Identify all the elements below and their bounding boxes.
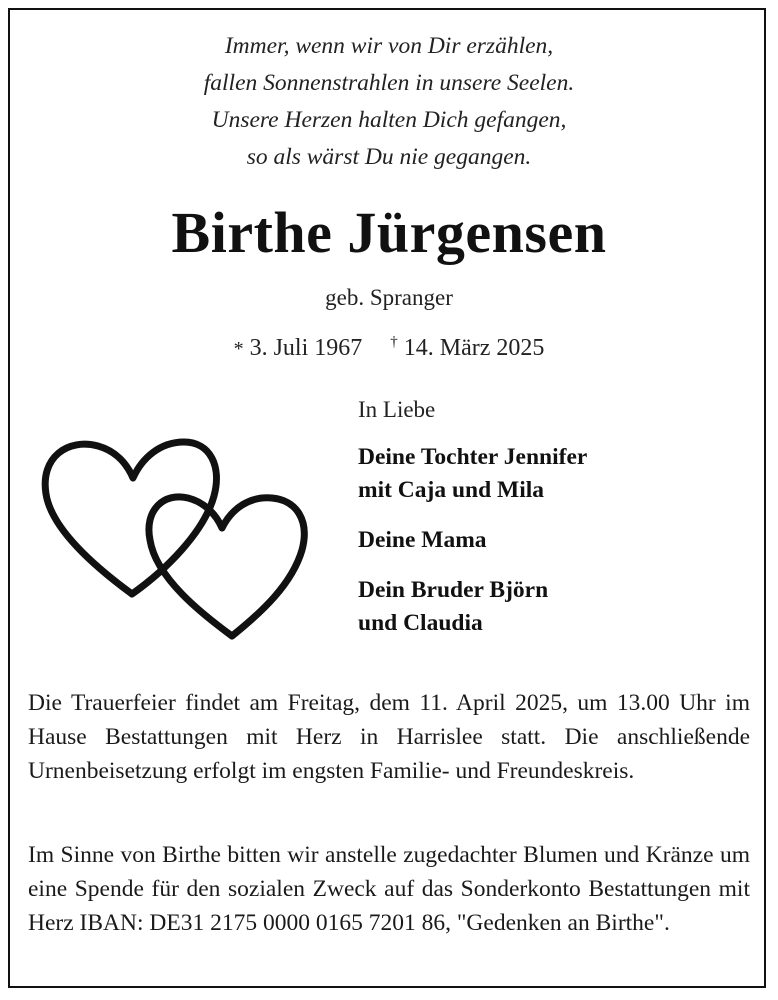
poem-line: so als wärst Du nie gegangen.	[246, 144, 532, 170]
funeral-info-paragraph: Die Trauerfeier findet am Freitag, dem 11. April 2025, um 13.00 Uhr im Hause Bestattungen mit Herz in Harrislee statt. Die anschließende Urnenbeisetzung erfolgt im engsten Familie- und Freundeskreis.	[28, 690, 750, 784]
death-date: 14. März 2025	[403, 335, 545, 361]
birth-symbol: *	[233, 338, 244, 360]
family-member-line: Dein Bruder Björn	[358, 577, 549, 603]
family-member	[358, 441, 748, 507]
family-member-line: und Claudia	[358, 610, 483, 636]
poem-line: Immer, wenn wir von Dir erzählen,	[224, 33, 554, 59]
deceased-name: Birthe Jürgensen	[171, 200, 607, 265]
family-member	[358, 574, 748, 640]
family-member-line: Deine Tochter Jennifer	[358, 444, 588, 470]
birth-date: 3. Juli 1967	[249, 335, 363, 361]
right-heart-icon	[149, 497, 304, 636]
family-member-line: Deine Mama	[358, 527, 487, 553]
left-heart-icon	[45, 442, 216, 594]
family-intro: In Liebe	[358, 397, 436, 422]
life-dates	[0, 324, 778, 367]
family-member	[358, 524, 748, 557]
maiden-name: geb. Spranger	[325, 285, 453, 310]
poem-line: Unsere Herzen halten Dich gefangen,	[211, 107, 567, 133]
family-signatures	[358, 392, 748, 657]
donation-request-paragraph: Im Sinne von Birthe bitten wir anstelle zugedachter Blumen und Kränze um eine Spende für den sozialen Zweck auf das Sonderkonto Bestattungen mit Herz IBAN: DE31 2175 0000 0165 7201 86, "Gedenken an Birthe".	[28, 842, 750, 936]
poem-line: fallen Sonnenstrahlen in unsere Seelen.	[203, 70, 575, 96]
death-symbol: †	[390, 334, 398, 350]
poem	[0, 28, 778, 176]
family-member-line: mit Caja und Mila	[358, 477, 545, 503]
two-intertwined-hearts-icon	[32, 432, 322, 644]
